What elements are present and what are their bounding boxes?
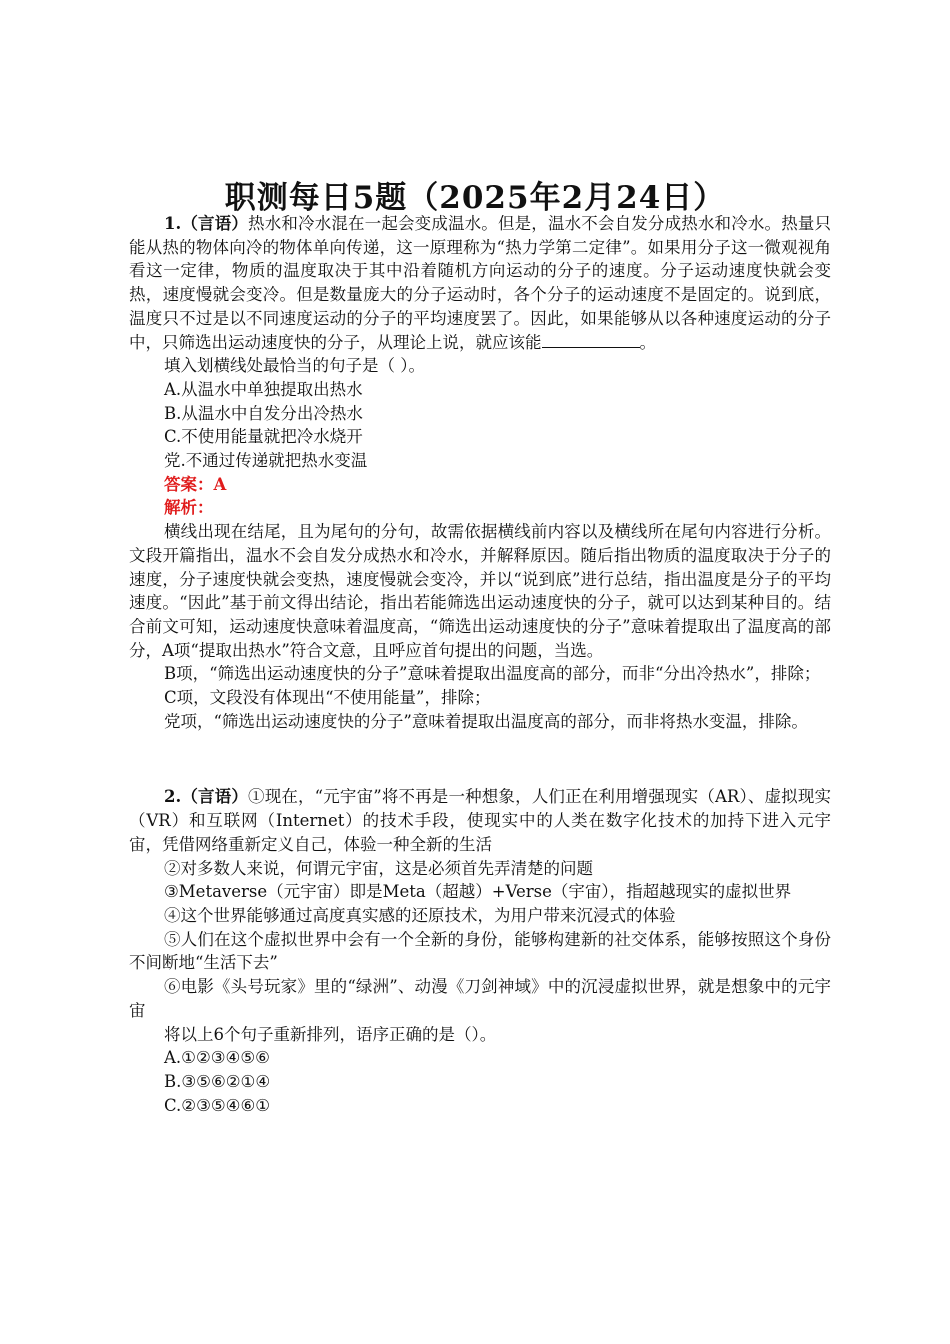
question-1-number: 1. bbox=[164, 214, 182, 233]
fill-in-blank bbox=[542, 333, 640, 348]
question-1-option-c: C.不使用能量就把冷水烧开 bbox=[164, 427, 363, 447]
question-1-prompt: 填入划横线处最恰当的句子是（ ）。 bbox=[164, 356, 425, 376]
page-title: 职测每日5题（2025年2月24日） bbox=[224, 180, 726, 216]
question-2-sentence-1: ①现在，“元宇宙”将不再是一种想象，人们正在利用增强现实（AR）、虚拟现实（VR）和互联网（Internet）的技术手段，使现实中的人类在数字化技术的加持下进入元宇宙，凭借网络重新定义自己，体验一种全新的生活 bbox=[129, 787, 832, 854]
question-2-prompt: 将以上6个句子重新排列，语序正确的是（）。 bbox=[164, 1024, 497, 1044]
question-1-stem bbox=[129, 212, 831, 354]
question-2-sentence-3: ③Metaverse（元宇宙）即是Meta（超越）+Verse（宇宙），指超越现实的虚拟世界 bbox=[164, 882, 792, 902]
question-2-sentence-2: ②对多数人来说，何谓元宇宙，这是必须首先弄清楚的问题 bbox=[164, 858, 593, 878]
question-2-option-b: B.③⑤⑥②①④ bbox=[164, 1071, 271, 1091]
document-body bbox=[129, 212, 831, 1117]
question-2-sentence-5: ⑤人们在这个虚拟世界中会有一个全新的身份，能够构建新的社交体系，能够按照这个身份不间断地“生活下去” bbox=[129, 929, 831, 973]
question-1-analysis-label: 解析： bbox=[164, 498, 214, 518]
question-1-option-d: 党.不通过传递就把热水变温 bbox=[164, 451, 368, 471]
question-1-option-b: B.从温水中自发分出冷热水 bbox=[164, 403, 363, 423]
question-1-analysis-paragraph: 党项，“筛选出运动速度快的分子”意味着提取出温度高的部分，而非将热水变温，排除。 bbox=[164, 711, 808, 731]
question-2-sentence-4: ④这个世界能够通过高度真实感的还原技术，为用户带来沉浸式的体验 bbox=[164, 905, 676, 925]
question-1-text-end: 。 bbox=[639, 332, 656, 352]
question-1-answer: 答案：A bbox=[164, 474, 227, 494]
question-1-tag: （言语） bbox=[181, 214, 249, 233]
question-1-analysis-paragraph: 横线出现在结尾，且为尾句的分句，故需依据横线前内容以及横线所在尾句内容进行分析。文段开篇指出，温水不会自发分成热水和冷水，并解释原因。随后指出物质的温度取决于分子的速度，分子速度快就会变热，速度慢就会变冷，并以“说到底”进行总结，指出温度是分子的平均速度。“因此”基于前文得出结论，指出若能筛选出运动速度快的分子，就可以达到某种目的。结合前文可知，运动速度快意味着温度高，“筛选出运动速度快的分子”意味着提取出了温度高的部分，A项“提取出热水”符合文意，且呼应首句提出的问题，当选。 bbox=[129, 522, 831, 660]
question-2-number: 2. bbox=[164, 787, 182, 807]
question-1-text: 热水和冷水混在一起会变成温水。但是，温水不会自发分成热水和冷水。热量只能从热的物体向冷的物体单向传递，这一原理称为“热力学第二定律”。如果用分子这一微观视角看这一定律，物质的温度取决于其中沿着随机方向运动的分子的速度。分子运动速度快就会变热，速度慢就会变冷。但是数量庞大的分子运动时，各个分子的运动速度不是固定的。说到底，温度只不过是以不同速度运动的分子的平均速度罢了。因此，如果能够从以各种速度运动的分子中，只筛选出运动速度快的分子，从理论上说，就应该能 bbox=[129, 214, 832, 352]
question-2-sentence-6: ⑥电影《头号玩家》里的“绿洲”、动漫《刀剑神域》中的沉浸虚拟世界，就是想象中的元宇宙 bbox=[129, 977, 831, 1020]
question-1-option-a: A.从温水中单独提取出热水 bbox=[164, 379, 363, 399]
question-1-analysis-paragraph: C项，文段没有体现出“不使用能量”，排除； bbox=[164, 688, 491, 708]
question-2-tag: （言语） bbox=[181, 787, 249, 807]
section-spacer bbox=[129, 733, 831, 785]
question-2-option-c: C.②③⑤④⑥① bbox=[164, 1095, 271, 1115]
question-1-analysis-paragraph: B项，“筛选出运动速度快的分子”意味着提取出温度高的部分，而非“分出冷热水”，排除； bbox=[164, 664, 821, 684]
question-2-sentence bbox=[129, 785, 831, 856]
question-2-option-a: A.①②③④⑤⑥ bbox=[164, 1048, 270, 1068]
